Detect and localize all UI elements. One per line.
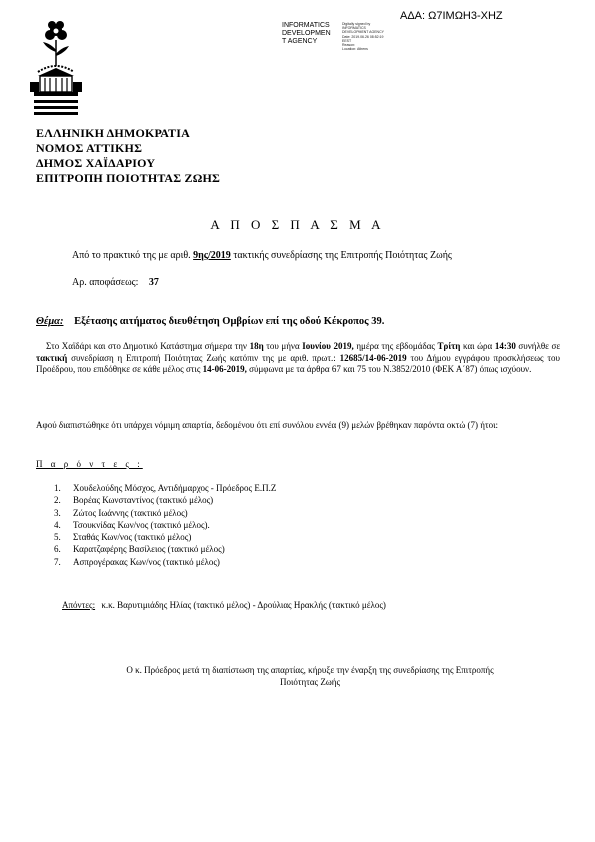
para-text: του Δήμου εγγράφου προσκλήσεως του Προέδρου, που επιδόθηκε σε κάθε μέλος στις bbox=[36, 352, 561, 374]
absent-label: Απόντες: bbox=[62, 600, 96, 610]
protocol-number: 12685/14-06-2019 bbox=[339, 352, 407, 363]
signature-line: EEST bbox=[342, 38, 352, 43]
header-municipality: ΔΗΜΟΣ ΧΑΪΔΑΡΙΟΥ bbox=[36, 156, 156, 170]
ida-logo-text bbox=[282, 22, 331, 46]
list-item bbox=[54, 482, 276, 494]
meeting-year: 2019, bbox=[333, 341, 354, 351]
list-item bbox=[54, 494, 276, 506]
meeting-month: Ιουνίου bbox=[302, 341, 331, 351]
closing-line: Ο κ. Πρόεδρος μετά τη διαπίστωση της απαρτίας, κήρυξε την έναρξη της συνεδρίασης της Επιτροπής bbox=[126, 665, 494, 675]
list-item bbox=[54, 556, 276, 568]
header-prefecture: ΝΟΜΟΣ ΑΤΤΙΚΗΣ bbox=[36, 141, 143, 155]
absent-line bbox=[62, 600, 386, 610]
quorum-paragraph: Αφού διαπιστώθηκε ότι υπάρχει νόμιμη απαρτία, δεδομένου ότι επί συνόλου εννέα (9) μελών βρέθηκαν παρόντα οκτώ (7) ήτοι: bbox=[36, 420, 499, 430]
para-text: και ώρα bbox=[462, 341, 493, 351]
subject-text: Εξέτασης αιτήματος διευθέτηση Ομβρίων επί της οδού Κέκροπος 39. bbox=[74, 316, 385, 327]
member-name: Τσουκνίδας Κων/νος (τακτικό μέλος). bbox=[73, 519, 210, 530]
signature-line: Date: 2019.06.26 08:52:19 bbox=[342, 34, 384, 39]
signature-line: DEVELOPMENT AGENCY bbox=[342, 30, 384, 35]
para-text: του μήνα bbox=[266, 341, 300, 351]
meeting-paragraph bbox=[36, 341, 560, 376]
item-number: 7. bbox=[54, 556, 61, 567]
meeting-type: τακτική bbox=[36, 352, 68, 363]
para-text: Στο Χαϊδάρι και στο Δημοτικό Κατάστημα σήμερα την bbox=[46, 341, 247, 351]
member-name: Καρατζαφέρης Βασίλειος (τακτικό μέλος) bbox=[73, 544, 225, 555]
decision-value: 37 bbox=[148, 277, 159, 288]
delivery-date: 14-06-2019, bbox=[202, 364, 247, 374]
item-number: 4. bbox=[54, 519, 61, 530]
decision-label: Αρ. αποφάσεως: bbox=[72, 277, 139, 288]
meeting-day: 18η bbox=[249, 341, 264, 351]
signature-line: Location: Athens bbox=[342, 47, 368, 52]
document-title: Α Π Ο Σ Π Α Σ Μ Α bbox=[210, 217, 385, 232]
item-number: 3. bbox=[54, 507, 61, 518]
item-number: 6. bbox=[54, 544, 61, 555]
ada-code: ΑΔΑ: Ω7ΙΜΩΗ3-ΧΗΖ bbox=[400, 10, 503, 22]
list-item bbox=[54, 519, 276, 531]
para-text: συνεδρίαση η Επιτροπή Ποιότητας Ζωής κατόπιν της με αριθ. πρωτ.: bbox=[71, 352, 336, 363]
para-text: ημέρα της εβδομάδας bbox=[356, 341, 435, 351]
member-name: Βορέας Κωνσταντίνος (τακτικό μέλος) bbox=[73, 495, 214, 506]
minutes-prefix: Από το πρακτικό της με αριθ. bbox=[72, 250, 191, 261]
member-name: Ζώτος Ιωάννης (τακτικό μέλος) bbox=[73, 507, 188, 518]
signature-line: Reason: bbox=[342, 43, 356, 48]
member-name: Σταθάς Κων/νος (τακτικό μέλος) bbox=[73, 532, 192, 543]
header-committee: ΕΠΙΤΡΟΠΗ ΠΟΙΟΤΗΤΑΣ ΖΩΗΣ bbox=[36, 171, 221, 185]
closing-line: Ποιότητας Ζωής bbox=[279, 677, 341, 687]
present-list bbox=[54, 482, 276, 568]
meeting-weekday: Τρίτη bbox=[437, 341, 461, 351]
ida-line: INFORMATICS bbox=[282, 22, 330, 29]
item-number: 1. bbox=[54, 483, 61, 493]
subject-label: Θέμα: bbox=[36, 316, 64, 327]
minutes-number: 9ης/2019 bbox=[193, 250, 231, 261]
para-text: συνήλθε σε bbox=[518, 341, 561, 351]
decision-number bbox=[72, 277, 159, 288]
member-name: Ασπρογέρακας Κων/νος (τακτικό μέλος) bbox=[73, 556, 220, 567]
list-item bbox=[54, 507, 276, 519]
header-country: ΕΛΛΗΝΙΚΗ ΔΗΜΟΚΡΑΤΙΑ bbox=[36, 126, 190, 140]
list-item bbox=[54, 531, 276, 543]
subject-line bbox=[36, 316, 384, 327]
present-label: Π α ρ ό ν τ ε ς : bbox=[36, 459, 143, 469]
closing-paragraph bbox=[60, 664, 560, 688]
digital-signature-text bbox=[342, 22, 384, 51]
minutes-reference bbox=[72, 250, 452, 261]
member-name: Χουδελούδης Μόσχος, Αντιδήμαρχος - Πρόεδρος Ε.Π.Ζ bbox=[73, 483, 277, 493]
list-item bbox=[54, 543, 276, 555]
item-number: 5. bbox=[54, 532, 61, 543]
meeting-time: 14:30 bbox=[494, 341, 516, 351]
ida-line: DEVELOPMEN bbox=[282, 30, 331, 37]
document-header bbox=[36, 126, 220, 186]
signature-line: INFORMATICS bbox=[342, 26, 366, 31]
signature-line: Digitally signed by bbox=[342, 22, 371, 26]
minutes-suffix: τακτικής συνεδρίασης της Επιτροπής Ποιότητας Ζωής bbox=[233, 250, 452, 261]
item-number: 2. bbox=[54, 495, 61, 506]
municipality-logo-icon bbox=[28, 16, 84, 120]
ida-line: T AGENCY bbox=[282, 38, 318, 45]
para-text: σύμφωνα με τα άρθρα 67 και 75 του Ν.3852/2010 (ΦΕΚ Α΄87) όπως ισχύουν. bbox=[249, 364, 532, 374]
absent-text: κ.κ. Βαρυτιμιάδης Ηλίας (τακτικό μέλος) - Δρούλιας Ηρακλής (τακτικό μέλος) bbox=[101, 600, 386, 610]
